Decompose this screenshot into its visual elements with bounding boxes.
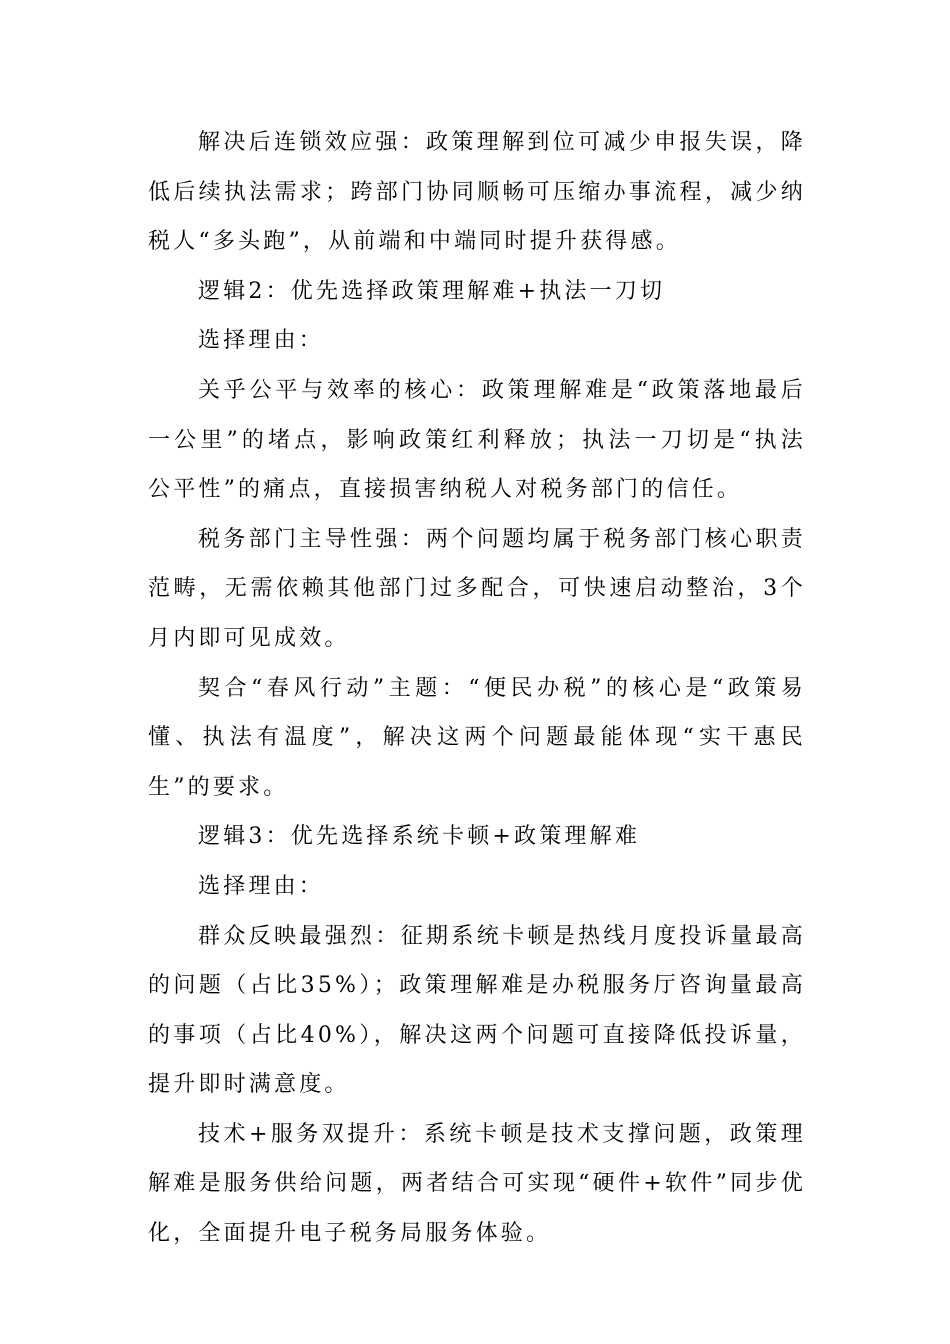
paragraph-tax-dept-lead: 税务部门主导性强：两个问题均属于税务部门核心职责范畴，无需依赖其他部门过多配合，可快速启动整治，3个月内即可见成效。 (148, 526, 806, 651)
label-selection-reason: 选择理由： (198, 328, 325, 354)
paragraph-tech-service: 技术+服务双提升：系统卡顿是技术支撑问题，政策理解难是服务供给问题，两者结合可实现“硬件+软件”同步优化，全面提升电子税务局服务体验。 (148, 1121, 806, 1247)
label-selection-reason: 选择理由： (198, 873, 325, 899)
heading-logic-3: 逻辑3：优先选择系统卡顿+政策理解难 (198, 824, 641, 850)
paragraph-fairness-efficiency: 关乎公平与效率的核心：政策理解难是“政策落地最后一公里”的堵点，影响政策红利释放；执法一刀切是“执法公平性”的痛点，直接损害纳税人对税务部门的信任。 (148, 377, 806, 503)
document-body (148, 118, 806, 1259)
heading-logic-2: 逻辑2：优先选择政策理解难+执法一刀切 (198, 278, 666, 304)
paragraph-spring-breeze: 契合“春风行动”主题：“便民办税”的核心是“政策易懂、执法有温度”，解决这两个问题最能体现“实干惠民生”的要求。 (148, 675, 806, 800)
paragraph-public-feedback: 群众反映最强烈：征期系统卡顿是热线月度投诉量最高的问题（占比35%）；政策理解难是办税服务厅咨询量最高的事项（占比40%），解决这两个问题可直接降低投诉量，提升即时满意度。 (148, 923, 806, 1098)
paragraph-chain-effect: 解决后连锁效应强：政策理解到位可减少申报失误，降低后续执法需求；跨部门协同顺畅可压缩办事流程，减少纳税人“多头跑”，从前端和中端同时提升获得感。 (148, 130, 806, 255)
